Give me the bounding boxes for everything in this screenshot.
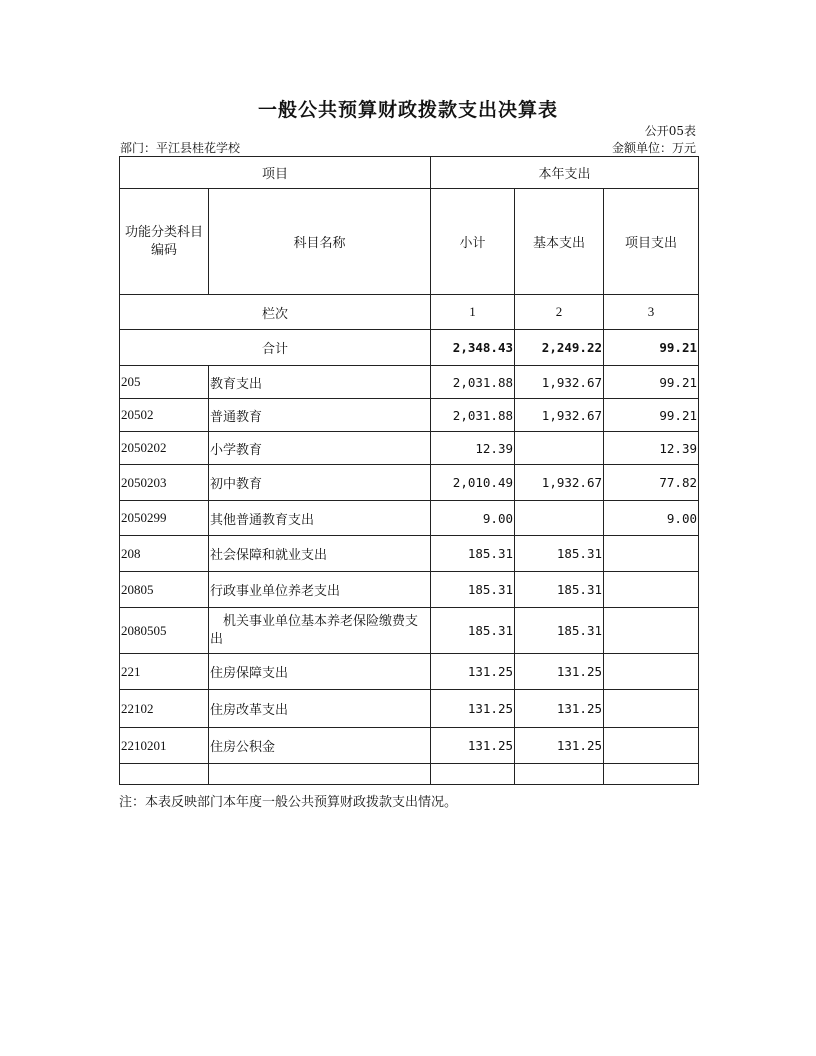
empty-cell (604, 764, 699, 785)
table-row (120, 465, 699, 501)
empty-cell (209, 764, 431, 785)
amount-unit-label: 金额单位：万元 (611, 141, 696, 155)
row-subtotal: 185.31 (431, 572, 515, 608)
row-subtotal: 9.00 (431, 501, 515, 536)
header-current-year: 本年支出 (431, 157, 699, 189)
row-basic (515, 432, 604, 465)
row-basic: 185.31 (515, 536, 604, 572)
total-basic: 2,249.22 (515, 330, 604, 366)
header-basic: 基本支出 (515, 189, 604, 295)
row-name: 初中教育 (209, 465, 431, 501)
expenditure-table (119, 156, 699, 785)
row-project (604, 572, 699, 608)
header-item: 项目 (120, 157, 431, 189)
column-seq-1: 1 (431, 295, 515, 330)
row-subtotal: 2,031.88 (431, 366, 515, 399)
row-name: 住房改革支出 (209, 690, 431, 728)
table-row (120, 690, 699, 728)
row-project: 99.21 (604, 366, 699, 399)
form-number: 公开05表 (644, 124, 696, 138)
row-subtotal: 131.25 (431, 654, 515, 690)
department-label: 部门：平江县桂花学校 (120, 141, 241, 155)
row-subtotal: 131.25 (431, 690, 515, 728)
total-row (120, 330, 699, 366)
row-subtotal: 2,010.49 (431, 465, 515, 501)
row-project (604, 728, 699, 764)
row-project: 77.82 (604, 465, 699, 501)
row-basic: 185.31 (515, 572, 604, 608)
table-row (120, 501, 699, 536)
row-basic: 1,932.67 (515, 465, 604, 501)
row-code: 20502 (120, 399, 209, 432)
table-row (120, 728, 699, 764)
column-sequence-label: 栏次 (120, 295, 431, 330)
row-basic: 1,932.67 (515, 399, 604, 432)
empty-cell (515, 764, 604, 785)
row-code: 2050299 (120, 501, 209, 536)
row-name: 住房保障支出 (209, 654, 431, 690)
row-code: 221 (120, 654, 209, 690)
row-basic: 1,932.67 (515, 366, 604, 399)
header-code: 功能分类科目编码 (120, 189, 209, 295)
row-code: 2080505 (120, 608, 209, 654)
row-basic: 131.25 (515, 728, 604, 764)
column-sequence-row (120, 295, 699, 330)
row-subtotal: 131.25 (431, 728, 515, 764)
row-name: 教育支出 (209, 366, 431, 399)
column-seq-2: 2 (515, 295, 604, 330)
row-basic: 185.31 (515, 608, 604, 654)
row-name: 普通教育 (209, 399, 431, 432)
header-row-columns (120, 189, 699, 295)
row-code: 208 (120, 536, 209, 572)
row-name: 机关事业单位基本养老保险缴费支出 (209, 608, 431, 654)
row-code: 2050203 (120, 465, 209, 501)
header-subtotal: 小计 (431, 189, 515, 295)
row-name: 其他普通教育支出 (209, 501, 431, 536)
row-code: 22102 (120, 690, 209, 728)
table-row (120, 536, 699, 572)
row-subtotal: 185.31 (431, 608, 515, 654)
header-row-top (120, 157, 699, 189)
row-code: 20805 (120, 572, 209, 608)
row-subtotal: 185.31 (431, 536, 515, 572)
row-project: 12.39 (604, 432, 699, 465)
row-project (604, 536, 699, 572)
table-row (120, 654, 699, 690)
row-project: 9.00 (604, 501, 699, 536)
total-subtotal: 2,348.43 (431, 330, 515, 366)
empty-row (120, 764, 699, 785)
row-project (604, 654, 699, 690)
column-seq-3: 3 (604, 295, 699, 330)
table-row (120, 432, 699, 465)
row-project (604, 690, 699, 728)
row-name: 行政事业单位养老支出 (209, 572, 431, 608)
row-code: 205 (120, 366, 209, 399)
table-row (120, 399, 699, 432)
row-code: 2050202 (120, 432, 209, 465)
row-project: 99.21 (604, 399, 699, 432)
row-name: 小学教育 (209, 432, 431, 465)
row-basic: 131.25 (515, 690, 604, 728)
row-code: 2210201 (120, 728, 209, 764)
page-title: 一般公共预算财政拨款支出决算表 (257, 99, 558, 121)
total-project: 99.21 (604, 330, 699, 366)
table-row (120, 608, 699, 654)
row-subtotal: 12.39 (431, 432, 515, 465)
total-label: 合计 (120, 330, 431, 366)
row-name: 社会保障和就业支出 (209, 536, 431, 572)
empty-cell (120, 764, 209, 785)
table-row (120, 572, 699, 608)
table-footnote: 注：本表反映部门本年度一般公共预算财政拨款支出情况。 (119, 795, 458, 810)
row-name: 住房公积金 (209, 728, 431, 764)
row-subtotal: 2,031.88 (431, 399, 515, 432)
table-row (120, 366, 699, 399)
empty-cell (431, 764, 515, 785)
row-project (604, 608, 699, 654)
header-name: 科目名称 (209, 189, 431, 295)
row-basic: 131.25 (515, 654, 604, 690)
row-basic (515, 501, 604, 536)
header-project: 项目支出 (604, 189, 699, 295)
